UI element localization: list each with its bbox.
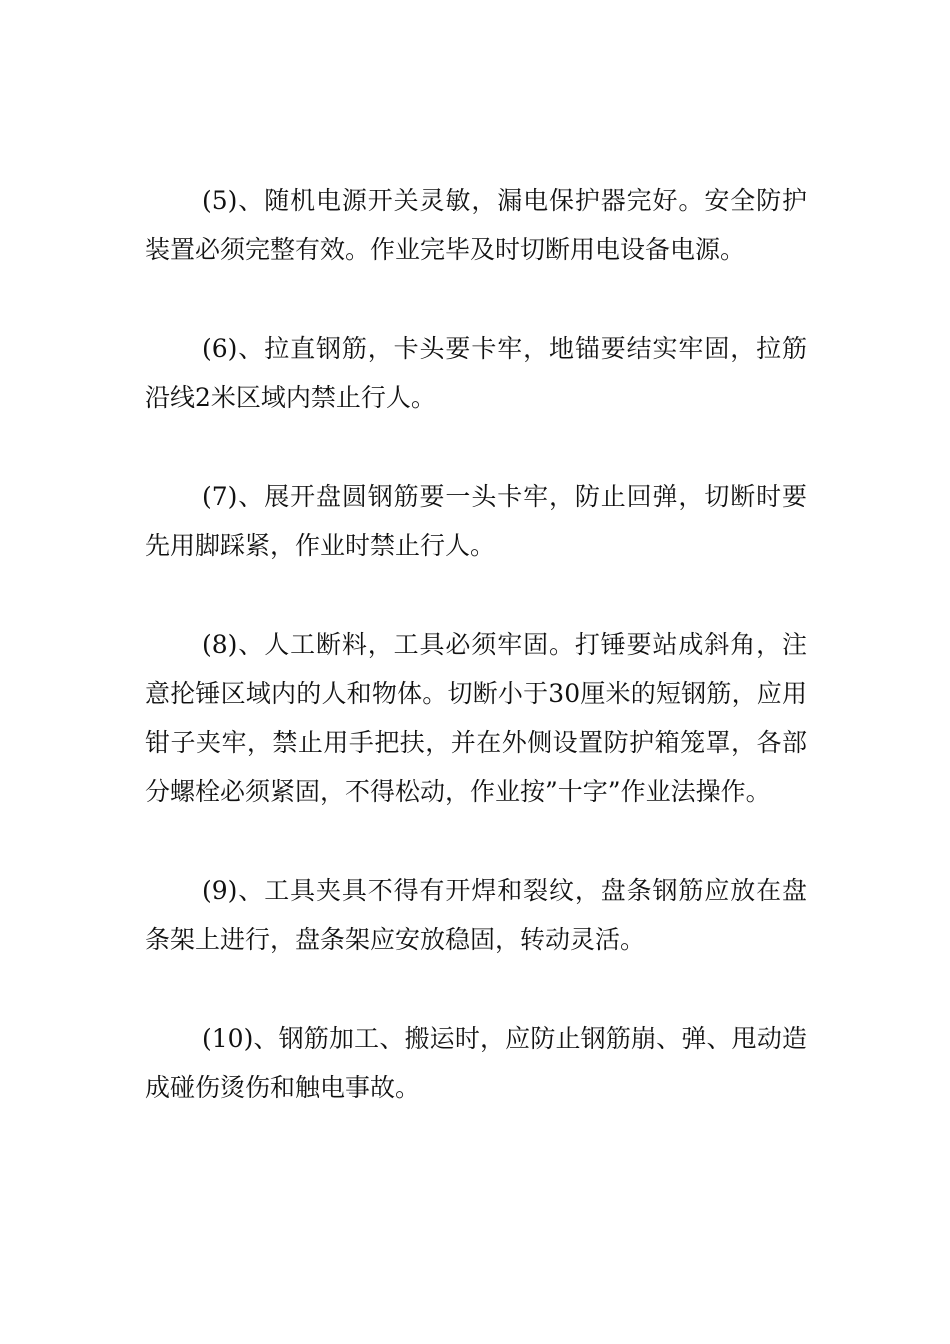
- paragraph-item-7: (7)、展开盘圆钢筋要一头卡牢，防止回弹，切断时要先用脚踩紧，作业时禁止行人。: [145, 482, 807, 560]
- paragraph-item-5: (5)、随机电源开关灵敏，漏电保护器完好。安全防护装置必须完整有效。作业完毕及时切断用电设备电源。: [145, 186, 807, 264]
- paragraph-item-10: (10)、钢筋加工、搬运时，应防止钢筋崩、弹、甩动造成碰伤烫伤和触电事故。: [145, 1024, 807, 1102]
- paragraph-item-8: (8)、人工断料，工具必须牢固。打锤要站成斜角，注意抡锤区域内的人和物体。切断小于30厘米的短钢筋，应用钳子夹牢，禁止用手把扶，并在外侧设置防护箱笼罩，各部分螺栓必须紧固，不得松动，作业按”十字”作业法操作。: [145, 630, 807, 806]
- paragraph-item-9: (9)、工具夹具不得有开焊和裂纹，盘条钢筋应放在盘条架上进行，盘条架应安放稳固，转动灵活。: [145, 876, 807, 954]
- document-body: [145, 176, 807, 1162]
- paragraph-item-6: (6)、拉直钢筋，卡头要卡牢，地锚要结实牢固，拉筋沿线2米区域内禁止行人。: [145, 334, 807, 412]
